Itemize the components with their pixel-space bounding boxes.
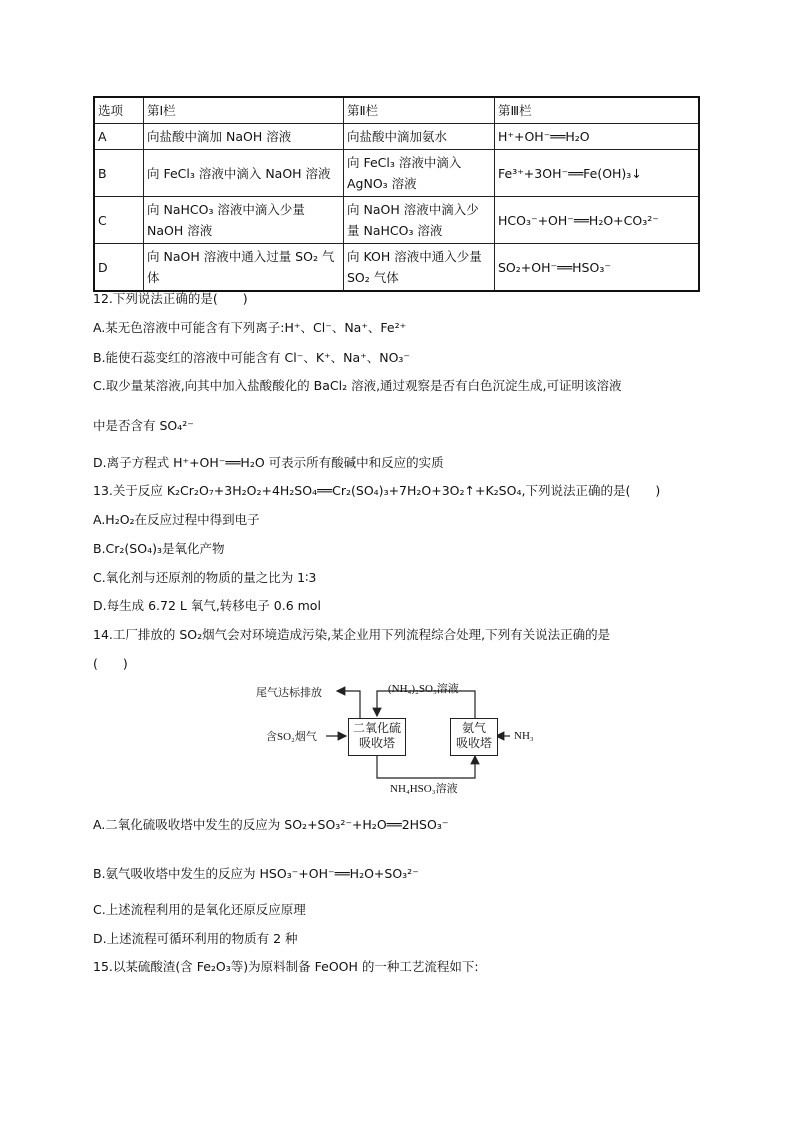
row-col1: 向 NaHCO₃ 溶液中滴入少量 NaOH 溶液 — [144, 197, 344, 244]
row-col2: 向 FeCl₃ 溶液中滴入 AgNO₃ 溶液 — [344, 150, 495, 197]
q14-option-c: C.上述流程利用的是氧化还原反应原理 — [93, 902, 306, 917]
q14-option-a: A.二氧化硫吸收塔中发生的反应为 SO₂+SO₃²⁻+H₂O══2HSO₃⁻ — [93, 817, 449, 832]
row-col2: 向盐酸中滴加氨水 — [344, 124, 495, 150]
table-row — [94, 124, 699, 150]
row-col2: 向 KOH 溶液中通入少量 SO₂ 气体 — [344, 244, 495, 292]
nh3-label: NH₃ — [514, 730, 534, 742]
nh3-absorber-label-1: 氨气 — [461, 721, 486, 735]
table-row — [94, 150, 699, 197]
so2-absorber-label-2: 吸收塔 — [358, 736, 395, 750]
ammonium-sulfite-label: (NH₄)₂SO₃溶液 — [388, 683, 459, 695]
table-row — [94, 197, 699, 244]
row-option: C — [94, 197, 144, 244]
row-option: D — [94, 244, 144, 292]
tail-gas-label: 尾气达标排放 — [256, 687, 322, 699]
ammonium-bisulfite-label: NH₄HSO₃溶液 — [390, 783, 458, 795]
row-col3: Fe³⁺+3OH⁻══Fe(OH)₃↓ — [495, 150, 700, 197]
so2-absorber-label-1: 二氧化硫 — [352, 721, 401, 735]
header-option: 选项 — [94, 97, 144, 124]
flow-diagram — [250, 678, 550, 796]
q13-stem: 13.关于反应 K₂Cr₂O₇+3H₂O₂+4H₂SO₄══Cr₂(SO₄)₃+7H₂O+3O₂↑+K₂SO₄,下列说法正确的是( ) — [93, 483, 661, 498]
row-option: B — [94, 150, 144, 197]
row-col3: SO₂+OH⁻══HSO₃⁻ — [495, 244, 700, 292]
row-col3: HCO₃⁻+OH⁻══H₂O+CO₃²⁻ — [495, 197, 700, 244]
header-col2: 第Ⅱ栏 — [344, 97, 495, 124]
q13-option-a: A.H₂O₂在反应过程中得到电子 — [93, 512, 260, 527]
q12-stem: 12.下列说法正确的是( ) — [93, 291, 248, 306]
table-row — [94, 244, 699, 292]
header-col3: 第Ⅲ栏 — [495, 97, 700, 124]
row-col2: 向 NaOH 溶液中滴入少量 NaHCO₃ 溶液 — [344, 197, 495, 244]
inlet-gas-label: 含SO₂烟气 — [266, 731, 317, 743]
header-col1: 第Ⅰ栏 — [144, 97, 344, 124]
q15-stem: 15.以某硫酸渣(含 Fe₂O₃等)为原料制备 FeOOH 的一种工艺流程如下: — [93, 959, 479, 974]
q14-stem-line1: 14.工厂排放的 SO₂烟气会对环境造成污染,某企业用下列流程综合处理,下列有关说法正确的是 — [93, 627, 611, 642]
q14-option-d: D.上述流程可循环利用的物质有 2 种 — [93, 931, 298, 946]
row-col1: 向 FeCl₃ 溶液中滴入 NaOH 溶液 — [144, 150, 344, 197]
q13-option-d: D.每生成 6.72 L 氧气,转移电子 0.6 mol — [93, 598, 321, 613]
options-table — [93, 96, 700, 292]
q12-option-c-line2: 中是否含有 SO₄²⁻ — [93, 418, 194, 433]
table-header-row — [94, 97, 699, 124]
nh3-absorber-label-2: 吸收塔 — [455, 736, 492, 750]
nh3-absorber-box — [450, 718, 498, 756]
row-col3: H⁺+OH⁻══H₂O — [495, 124, 700, 150]
q12-option-c-line1: C.取少量某溶液,向其中加入盐酸酸化的 BaCl₂ 溶液,通过观察是否有白色沉淀生成,可证明该溶液 — [93, 378, 622, 393]
q12-option-d: D.离子方程式 H⁺+OH⁻══H₂O 可表示所有酸碱中和反应的实质 — [93, 455, 444, 470]
q12-option-a: A.某无色溶液中可能含有下列离子:H⁺、Cl⁻、Na⁺、Fe²⁺ — [93, 320, 407, 335]
q13-option-b: B.Cr₂(SO₄)₃是氧化产物 — [93, 541, 225, 556]
q14-option-b: B.氨气吸收塔中发生的反应为 HSO₃⁻+OH⁻══H₂O+SO₃²⁻ — [93, 866, 419, 881]
row-col1: 向盐酸中滴加 NaOH 溶液 — [144, 124, 344, 150]
q14-stem-line2: ( ) — [93, 656, 128, 671]
q12-option-b: B.能使石蕊变红的溶液中可能含有 Cl⁻、K⁺、Na⁺、NO₃⁻ — [93, 350, 411, 365]
row-option: A — [94, 124, 144, 150]
so2-absorber-box — [348, 718, 406, 756]
row-col1: 向 NaOH 溶液中通入过量 SO₂ 气体 — [144, 244, 344, 292]
q13-option-c: C.氧化剂与还原剂的物质的量之比为 1∶3 — [93, 570, 317, 585]
